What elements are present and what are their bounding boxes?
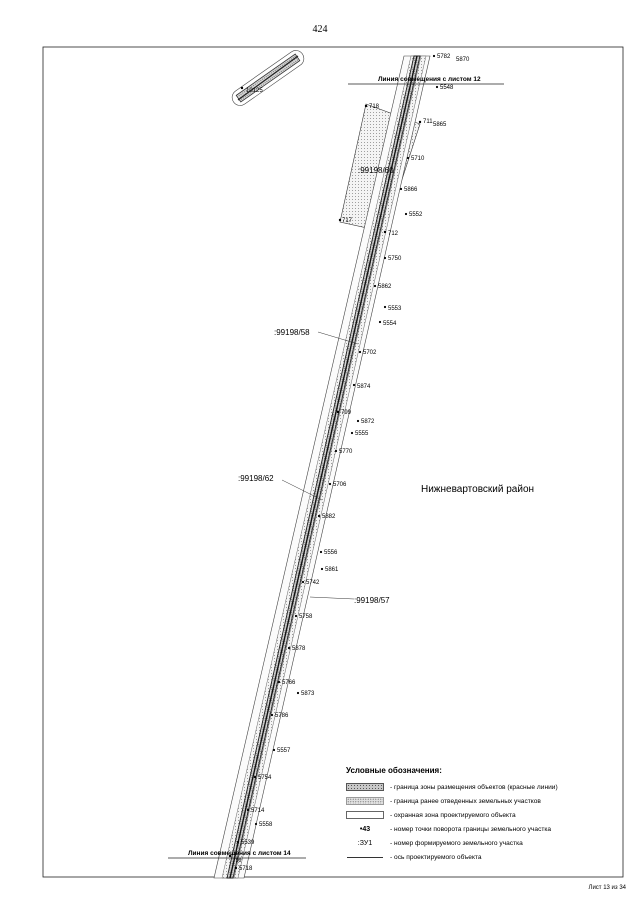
point-marker-5872 [357, 420, 359, 422]
point-marker-5556 [320, 551, 322, 553]
legend-item-label: - граница зоны размещения объектов (красные линии) [390, 783, 558, 791]
point-marker-5714 [247, 809, 249, 811]
point-marker-5553 [384, 306, 386, 308]
point-marker-5706 [329, 483, 331, 485]
point-marker-5557 [273, 749, 275, 751]
point-label-5758: 5758 [299, 614, 313, 620]
point-marker-712 [384, 231, 386, 233]
point-label-712: 712 [388, 231, 399, 237]
point-label-5782: 5782 [437, 54, 451, 60]
point-marker-5782 [433, 55, 435, 57]
legend-item-label: - ось проектируемого объекта [390, 853, 482, 861]
legend-item-parcel-number [346, 836, 606, 850]
point-label-5552: 5552 [409, 212, 423, 218]
point-marker-5882 [318, 515, 320, 517]
point-label-5718: 5718 [239, 866, 253, 872]
point-label-5874: 5874 [357, 384, 371, 390]
point-label-5770: 5770 [339, 449, 353, 455]
point-marker-799 [337, 411, 339, 413]
legend-item-label: - номер точки поворота границы земельного участка [390, 825, 552, 833]
object-axis [230, 56, 417, 878]
point-label-5882: 5882 [322, 514, 336, 520]
point-label-798: 798 [233, 858, 242, 864]
red-lines-symbol-icon [346, 783, 384, 791]
point-label-5556: 5556 [324, 550, 338, 556]
point-label-5754: 5754 [258, 775, 272, 781]
allotted-land-symbol-icon [346, 797, 384, 805]
legend-item-red-lines [346, 780, 606, 794]
point-marker-5548 [436, 86, 438, 88]
point-marker-5552 [405, 213, 407, 215]
point-label-718: 718 [369, 104, 380, 110]
point-label-10125: 10125 [246, 88, 263, 94]
combine-bottom-label: Линия совмещения с листом 14 [188, 850, 291, 857]
parcel-label-58[interactable]: :99198/58 [274, 328, 310, 337]
point-label-5555: 5555 [355, 431, 369, 437]
point-marker-5558 [255, 823, 257, 825]
point-label-5878: 5878 [292, 646, 306, 652]
leader-57 [310, 597, 354, 599]
protection-zone-symbol-icon [346, 811, 384, 819]
point-label-5786: 5786 [275, 713, 289, 719]
point-marker-5861 [321, 568, 323, 570]
point-label-5873: 5873 [301, 691, 315, 697]
point-marker-5786 [271, 714, 273, 716]
point-marker-5874 [353, 384, 355, 386]
point-label-5872: 5872 [361, 419, 375, 425]
point-marker-5866 [400, 188, 402, 190]
point-label-5865: 5865 [433, 122, 447, 128]
point-label-5710: 5710 [411, 156, 425, 162]
point-marker-5750 [384, 257, 386, 259]
point-marker-717 [339, 219, 341, 221]
legend-item-label: - номер формируемого земельного участка [390, 839, 523, 847]
parcel-10125-area[interactable] [229, 47, 307, 108]
point-marker-5555 [351, 432, 353, 434]
turning-point-example: 43 [362, 825, 371, 833]
legend-title: Условные обозначения: [346, 766, 442, 775]
axis-symbol-icon [346, 853, 384, 862]
point-marker-5742 [302, 581, 304, 583]
point-label-5554: 5554 [383, 321, 397, 327]
parcel-label-60[interactable]: :99198/60 [358, 166, 394, 175]
parcel-label-57[interactable]: :99198/57 [354, 596, 390, 605]
point-marker-5873 [297, 692, 299, 694]
point-marker-5702 [359, 351, 361, 353]
sheet-number: Лист 13 из 34 [588, 885, 626, 891]
point-marker-718 [365, 105, 367, 107]
combine-top-label: Линия совмещения с листом 12 [378, 76, 481, 83]
legend-item-label: - охранная зона проектируемого объекта [390, 811, 516, 819]
legend [346, 766, 606, 864]
point-label-799: 799 [341, 410, 352, 416]
point-label-5557: 5557 [277, 748, 291, 754]
point-label-5866: 5866 [404, 187, 418, 193]
point-marker-5718 [235, 867, 237, 869]
parcel-number-symbol-icon: :ЗУ1 [357, 839, 373, 847]
legend-item-protection-zone [346, 808, 606, 822]
point-label-5766: 5766 [282, 680, 296, 686]
point-label-5539: 5539 [241, 840, 255, 846]
object-axis-thin [234, 56, 421, 878]
legend-item-allotted-land [346, 794, 606, 808]
point-marker-5770 [335, 450, 337, 452]
legend-item-axis [346, 850, 606, 864]
point-label-717: 717 [342, 218, 353, 224]
turning-point-symbol-icon: • 43 [359, 825, 371, 833]
point-marker-5862 [374, 285, 376, 287]
point-label-5742: 5742 [306, 580, 320, 586]
point-label-5553: 5553 [388, 306, 402, 312]
page-number: 424 [312, 24, 328, 35]
point-marker-5554 [379, 321, 381, 323]
point-marker-5878 [288, 647, 290, 649]
legend-item-turning-point [346, 822, 606, 836]
point-marker-5754 [254, 776, 256, 778]
point-marker-5758 [295, 615, 297, 617]
point-label-5548: 5548 [440, 85, 454, 91]
point-label-5702: 5702 [363, 350, 377, 356]
point-marker-10125 [241, 87, 243, 89]
point-label-5870: 5870 [456, 57, 470, 63]
point-label-5861: 5861 [325, 567, 339, 573]
point-marker-5766 [278, 681, 280, 683]
region-label: Нижневартовский район [421, 484, 535, 495]
point-label-711: 711 [423, 119, 433, 125]
point-label-5714: 5714 [251, 808, 265, 814]
point-marker-5539 [237, 841, 239, 843]
point-label-5558: 5558 [259, 822, 273, 828]
parcel-label-62[interactable]: :99198/62 [238, 474, 274, 483]
point-label-5862: 5862 [378, 284, 392, 290]
point-label-5750: 5750 [388, 256, 402, 262]
point-label-5706: 5706 [333, 482, 347, 488]
point-marker-711 [419, 121, 421, 123]
point-marker-5710 [407, 157, 409, 159]
legend-item-label: - граница ранее отведенных земельных участков [390, 797, 541, 805]
